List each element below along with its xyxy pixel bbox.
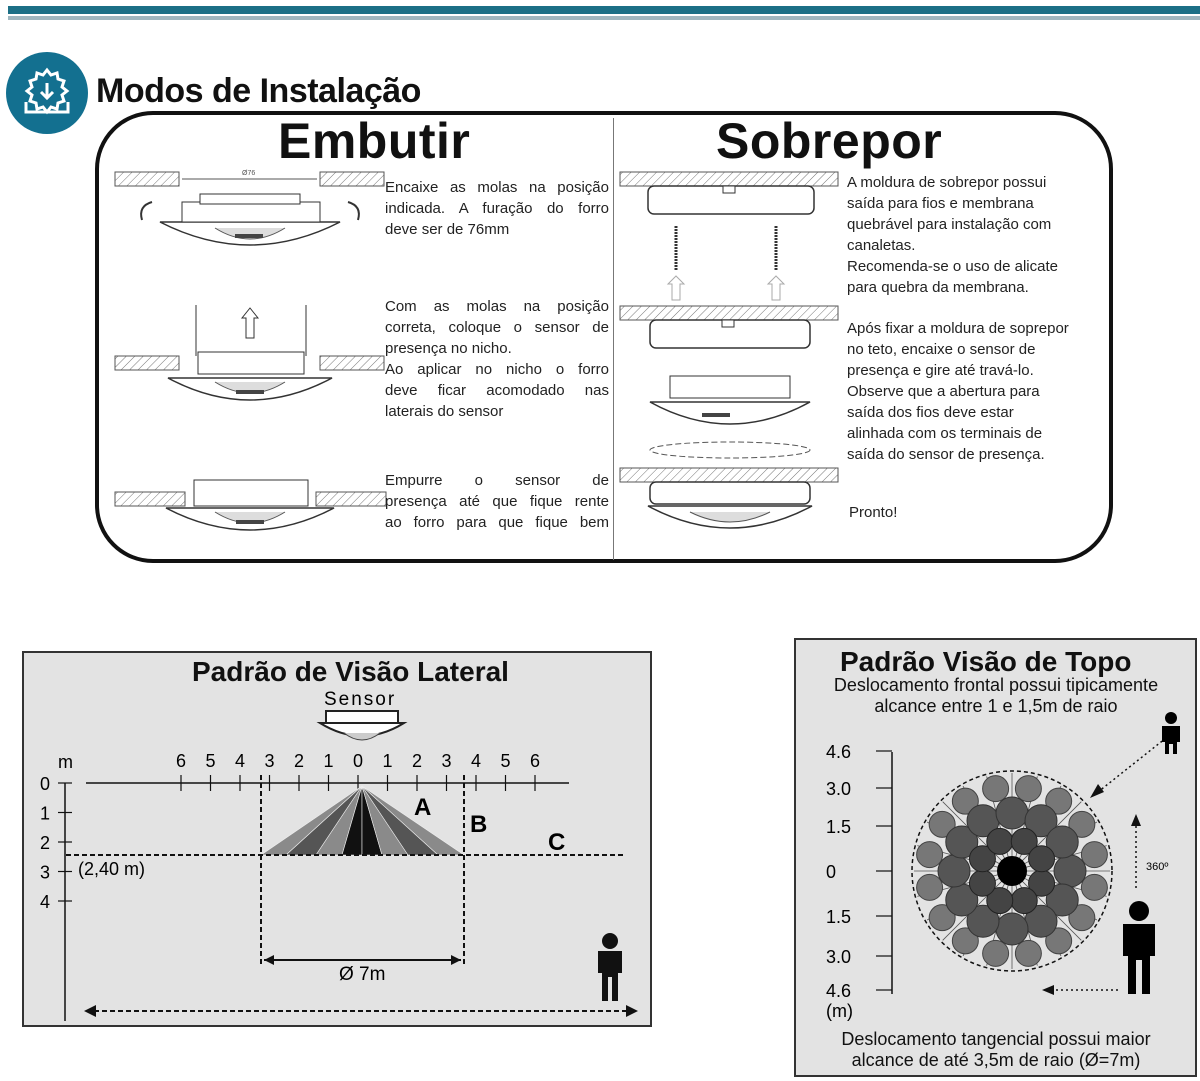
y-tick-label: 1 [40, 803, 51, 824]
x-tick-label: 2 [294, 751, 305, 771]
outer-lobe [1081, 842, 1107, 868]
sensor-center-dot [997, 856, 1027, 886]
top-y-tick-label: 4.6 [826, 742, 852, 762]
x-tick-label: 3 [441, 751, 452, 771]
section-title: Modos de Instalação [96, 72, 421, 110]
x-tick-label: 4 [471, 751, 482, 771]
x-tick-label: 4 [235, 751, 246, 771]
zone-b-label: B [470, 811, 488, 838]
embutir-step2-text: Com as molas na posição correta, coloque o sensor de presença no nicho. Ao aplicar no nicho o forro deve ficar acomodado nas laterais do sensor [385, 298, 609, 420]
inner-lobe [1029, 846, 1055, 872]
diameter-label: Ø 7m [339, 964, 386, 985]
outer-lobe [1081, 874, 1107, 900]
middle-lobe [996, 913, 1028, 945]
top-y-tick-label: 3.0 [826, 947, 852, 967]
top-view-diagram [796, 640, 1195, 1075]
sobrepor-step2-text: Após fixar a moldura de soprepor no teto, encaixe o sensor de presença e gire até travá-lo. Observe que a abertura para saída dos fios deve estar alinhada com os terminais de saída do sensor de presença. [847, 320, 1069, 463]
sobrepor-step3-drawing [620, 468, 838, 528]
sobrepor-title: Sobrepor [716, 113, 943, 169]
x-tick-label: 1 [323, 751, 334, 771]
outer-lobe [1015, 776, 1041, 802]
lateral-title: Padrão de Visão Lateral [192, 656, 509, 687]
outer-lobe [917, 842, 943, 868]
sobrepor-illustrations [618, 168, 843, 558]
lateral-view-diagram [24, 653, 650, 1025]
x-tick-label: 1 [382, 751, 393, 771]
sensor-label: Sensor [324, 689, 397, 710]
hole-diameter-label: Ø76 [242, 170, 256, 177]
install-gear-icon [6, 52, 88, 134]
x-tick-label: 5 [500, 751, 511, 771]
top-unit-label: (m) [826, 1001, 853, 1021]
inner-lobe [969, 870, 995, 896]
outer-lobe [983, 776, 1009, 802]
embutir-step2-drawing [115, 305, 384, 400]
embutir-illustrations [110, 160, 390, 560]
embutir-step1-text: Encaixe as molas na posição indicada. A furação do forro deve ser de 76mm [385, 179, 609, 238]
top-y-tick-label: 1.5 [826, 817, 852, 837]
middle-lobe [996, 797, 1028, 829]
embutir-step1-drawing [115, 170, 384, 245]
outer-lobe [983, 940, 1009, 966]
zone-a-label: A [414, 794, 432, 821]
embutir-title: Embutir [278, 113, 471, 169]
top-y-tick-label: 0 [826, 862, 837, 882]
inner-lobe [1011, 888, 1037, 914]
y-axis [40, 774, 72, 912]
x-tick-label: 3 [264, 751, 275, 771]
sobrepor-step2-drawing [620, 306, 838, 458]
middle-lobe [1054, 855, 1086, 887]
person-icon-small [1162, 712, 1180, 754]
zone-c-label: C [548, 829, 566, 856]
header-bar-light [8, 16, 1200, 20]
unit-label: m [58, 752, 73, 772]
embutir-step3-text: Empurre o sensor de presença até que fique rente ao forro para que fique bem [385, 472, 609, 531]
header-bar [0, 0, 1200, 22]
middle-lobe [938, 855, 970, 887]
top-subtitle: Deslocamento frontal possui tipicamente alcance entre 1 e 1,5m de raio [833, 675, 1159, 716]
top-y-tick-label: 1.5 [826, 907, 852, 927]
y-tick-label: 4 [40, 892, 51, 912]
angle-label: 360º [1146, 861, 1169, 873]
inner-lobe [987, 828, 1013, 854]
top-y-tick-label: 3.0 [826, 779, 852, 799]
x-tick-label: 0 [353, 751, 364, 771]
top-title: Padrão Visão de Topo [840, 646, 1132, 677]
header-bar-dark [8, 6, 1200, 14]
card-divider [613, 118, 614, 560]
detection-cone [261, 786, 464, 855]
y-tick-label: 3 [40, 862, 51, 883]
top-y-tick-label: 4.6 [826, 981, 852, 1001]
sobrepor-step3-text: Pronto! [849, 504, 898, 521]
diagonal-arrow [1098, 738, 1166, 792]
y-tick-label: 0 [40, 774, 51, 794]
embutir-step3-drawing [115, 480, 386, 530]
person-icon [598, 933, 622, 1001]
x-tick-label: 5 [205, 751, 216, 771]
x-tick-label: 2 [412, 751, 423, 771]
y-tick-label: 2 [40, 833, 51, 853]
top-footer: Deslocamento tangencial possui maior alcance de até 3,5m de raio (Ø=7m) [841, 1029, 1151, 1070]
height-label: (2,40 m) [78, 859, 146, 879]
person-icon-large [1123, 901, 1155, 994]
x-tick-label: 6 [176, 751, 187, 771]
x-tick-label: 6 [530, 751, 541, 771]
outer-lobe [1015, 940, 1041, 966]
sobrepor-step1-drawing [620, 172, 838, 300]
top-y-axis [826, 742, 892, 1001]
sobrepor-step1-text: A moldura de sobrepor possui saída para fios e membrana quebrável para instalação com canaletas. Recomenda-se o uso de alicate para quebra da membrana. [847, 174, 1058, 296]
x-axis [176, 751, 540, 791]
outer-lobe [917, 874, 943, 900]
